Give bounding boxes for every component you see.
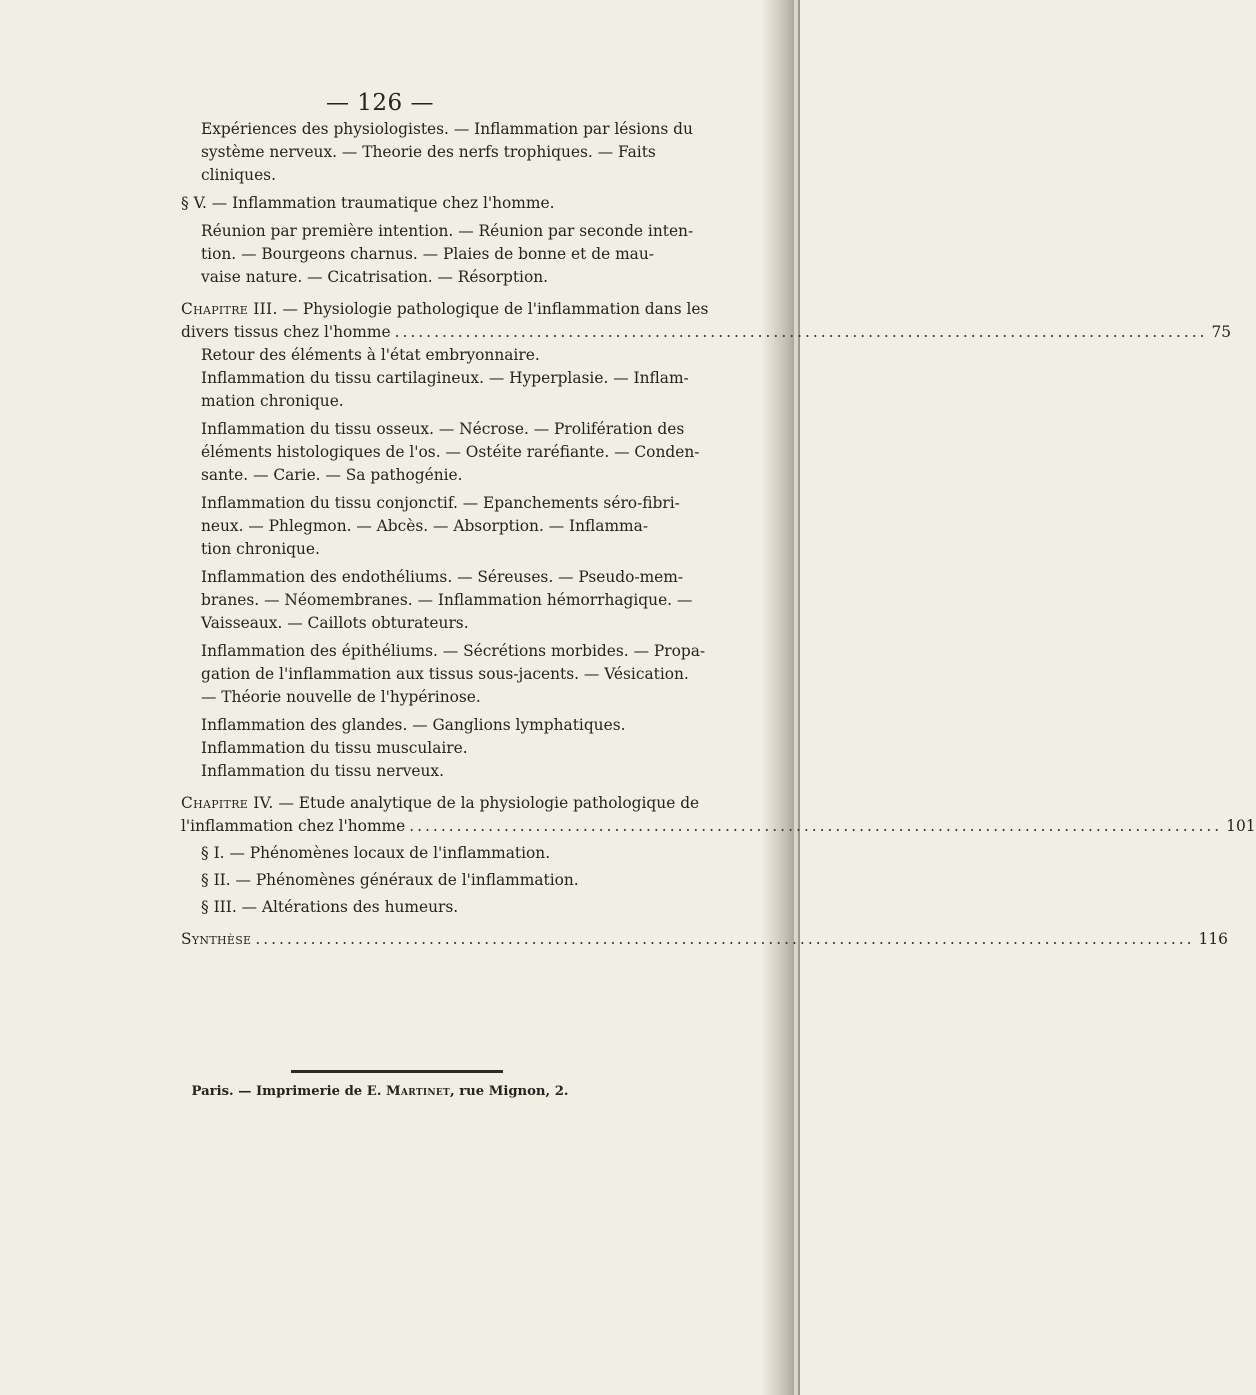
- toc-line: branes. — Néomembranes. — Inflammation hémorrhagique. —: [201, 591, 693, 609]
- toc-line: tion. — Bourgeons charnus. — Plaies de bonne et de mau-: [201, 245, 654, 263]
- imprint-address: , rue Mignon, 2.: [450, 1084, 569, 1099]
- imprint-prefix: Paris. — Imprimerie de E.: [191, 1084, 387, 1099]
- chapter-title: — Etude analytique de la physiologie pathologique de: [273, 794, 700, 812]
- dot-leader: .......................................................................................................: [409, 817, 1223, 835]
- page-ref: 101: [1226, 817, 1256, 835]
- toc-line: Inflammation du tissu cartilagineux. — Hyperplasie. — Inflam-: [201, 369, 689, 387]
- dot-leader: .......................................................................................................................: [255, 930, 1195, 948]
- toc-line: système nerveux. — Theorie des nerfs trophiques. — Faits: [201, 143, 656, 161]
- chapter-heading: [181, 300, 708, 318]
- toc-line: sante. — Carie. — Sa pathogénie.: [201, 466, 463, 484]
- toc-line: éléments histologiques de l'os. — Ostéite raréfiante. — Conden-: [201, 443, 700, 461]
- toc-line: Inflammation du tissu conjonctif. — Epanchements séro-fibri-: [201, 494, 680, 512]
- toc-line: neux. — Phlegmon. — Abcès. — Absorption. — Inflamma-: [201, 517, 649, 535]
- toc-line: gation de l'inflammation aux tissus sous-jacents. — Vésication.: [201, 665, 689, 683]
- toc-line: § III. — Altérations des humeurs.: [201, 898, 459, 916]
- toc-line: cliniques.: [201, 166, 276, 184]
- toc-line: Inflammation des épithéliums. — Sécrétions morbides. — Propa-: [201, 642, 706, 660]
- toc-line: mation chronique.: [201, 392, 344, 410]
- page-ref: 116: [1198, 930, 1228, 948]
- chapter-label: Chapitre III.: [181, 300, 278, 318]
- chapter-title: — Physiologie pathologique de l'inflammation dans les: [277, 300, 709, 318]
- toc-line: Inflammation des endothéliums. — Séreuses. — Pseudo-mem-: [201, 568, 684, 586]
- chapter-title-cont: divers tissus chez l'homme: [181, 323, 391, 341]
- toc-line: Vaisseaux. — Caillots obturateurs.: [201, 614, 469, 632]
- toc-line: Réunion par première intention. — Réunion par seconde inten-: [201, 222, 694, 240]
- toc-entry-chapter-4: [181, 817, 1256, 835]
- page-ref: 75: [1211, 323, 1232, 341]
- toc-line: Inflammation du tissu nerveux.: [201, 762, 445, 780]
- toc-line: tion chronique.: [201, 540, 320, 558]
- footer-rule: [291, 1070, 503, 1073]
- chapter-title-cont: l'inflammation chez l'homme: [181, 817, 406, 835]
- page-edge-highlight: [794, 0, 798, 1395]
- imprint-printer-name: Martinet: [386, 1084, 451, 1099]
- toc-line: Inflammation du tissu musculaire.: [201, 739, 468, 757]
- toc-entry-chapter-3: [181, 323, 1232, 341]
- chapter-heading: [181, 794, 699, 812]
- toc-line: vaise nature. — Cicatrisation. — Résorption.: [201, 268, 549, 286]
- toc-line: Retour des éléments à l'état embryonnaire.: [201, 346, 540, 364]
- toc-line: Inflammation du tissu osseux. — Nécrose. — Prolifération des: [201, 420, 685, 438]
- toc-line: Expériences des physiologistes. — Inflammation par lésions du: [201, 120, 693, 138]
- dot-leader: .......................................................................................................: [394, 323, 1208, 341]
- page-number: — 126 —: [325, 90, 435, 116]
- toc-line: Inflammation des glandes. — Ganglions lymphatiques.: [201, 716, 626, 734]
- toc-line: § I. — Phénomènes locaux de l'inflammation.: [201, 844, 551, 862]
- section-heading: § V. — Inflammation traumatique chez l'homme.: [181, 194, 555, 212]
- chapter-label: Chapitre IV.: [181, 794, 274, 812]
- synthese-label: Synthèse: [181, 930, 252, 948]
- toc-line: § II. — Phénomènes généraux de l'inflammation.: [201, 871, 579, 889]
- toc-entry-synthese: [181, 930, 1228, 948]
- printer-imprint: [0, 1084, 760, 1099]
- toc-line: — Théorie nouvelle de l'hypérinose.: [201, 688, 481, 706]
